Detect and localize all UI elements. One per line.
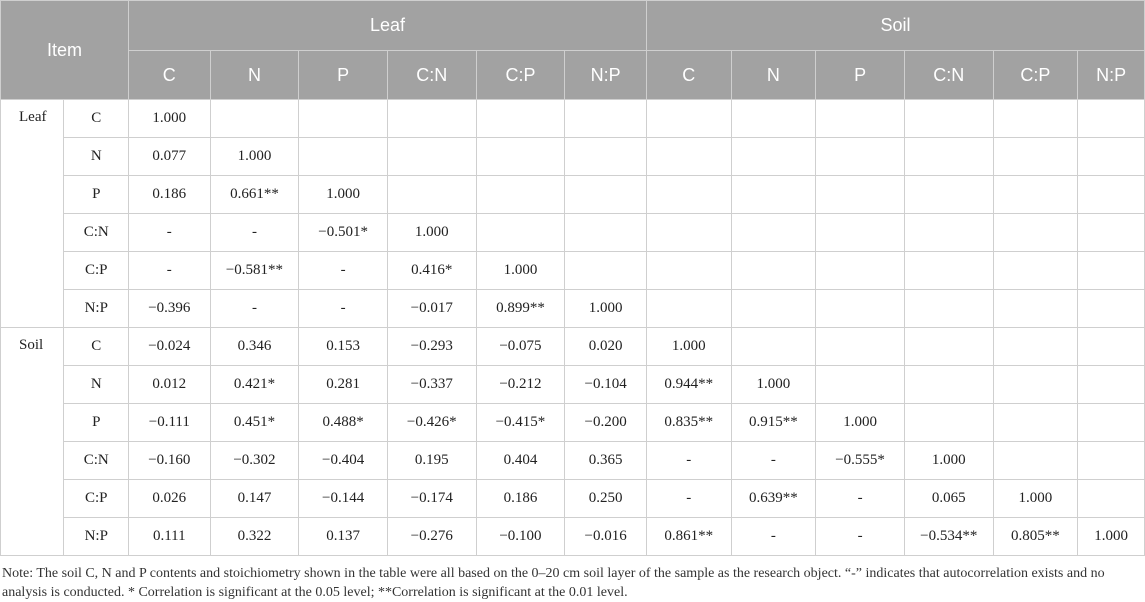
table-cell bbox=[476, 176, 565, 214]
table-cell: 0.451* bbox=[210, 404, 299, 442]
table-cell: - bbox=[210, 214, 299, 252]
table-cell bbox=[565, 176, 647, 214]
row-label: C bbox=[64, 100, 129, 138]
table-row bbox=[1, 442, 1145, 480]
column-header: N bbox=[731, 51, 816, 100]
table-cell: −0.174 bbox=[387, 480, 476, 518]
table-cell: −0.426* bbox=[387, 404, 476, 442]
table-cell bbox=[993, 176, 1078, 214]
table-cell bbox=[904, 404, 993, 442]
table-cell: 0.365 bbox=[565, 442, 647, 480]
table-body bbox=[1, 100, 1145, 556]
table-cell: −0.396 bbox=[128, 290, 210, 328]
column-header: C:P bbox=[993, 51, 1078, 100]
table-cell bbox=[1078, 366, 1145, 404]
row-label: C:P bbox=[64, 252, 129, 290]
table-row bbox=[1, 252, 1145, 290]
table-cell: −0.212 bbox=[476, 366, 565, 404]
table-cell: 1.000 bbox=[210, 138, 299, 176]
column-header: N bbox=[210, 51, 299, 100]
table-cell: −0.111 bbox=[128, 404, 210, 442]
table-cell bbox=[904, 290, 993, 328]
table-cell: 0.137 bbox=[299, 518, 388, 556]
row-label: N bbox=[64, 138, 129, 176]
column-header: P bbox=[299, 51, 388, 100]
column-header: P bbox=[816, 51, 905, 100]
table-cell bbox=[731, 290, 816, 328]
soil-group-header: Soil bbox=[646, 1, 1144, 51]
table-cell: 1.000 bbox=[816, 404, 905, 442]
table-cell bbox=[993, 442, 1078, 480]
table-cell bbox=[993, 252, 1078, 290]
column-header: N:P bbox=[1078, 51, 1145, 100]
row-label: C:N bbox=[64, 442, 129, 480]
table-cell bbox=[816, 176, 905, 214]
table-cell: −0.104 bbox=[565, 366, 647, 404]
table-cell bbox=[299, 100, 388, 138]
table-cell bbox=[993, 290, 1078, 328]
table-cell bbox=[1078, 328, 1145, 366]
table-cell bbox=[731, 252, 816, 290]
table-cell bbox=[904, 328, 993, 366]
table-cell: - bbox=[646, 442, 731, 480]
row-group-label: Leaf bbox=[1, 100, 64, 328]
table-cell: 0.020 bbox=[565, 328, 647, 366]
table-cell bbox=[387, 100, 476, 138]
table-cell bbox=[1078, 214, 1145, 252]
table-cell: 0.077 bbox=[128, 138, 210, 176]
table-cell bbox=[904, 138, 993, 176]
table-row bbox=[1, 366, 1145, 404]
table-cell: 0.012 bbox=[128, 366, 210, 404]
table-cell: −0.302 bbox=[210, 442, 299, 480]
table-cell: - bbox=[299, 252, 388, 290]
table-cell bbox=[993, 328, 1078, 366]
row-label: N:P bbox=[64, 290, 129, 328]
table-cell: 1.000 bbox=[904, 442, 993, 480]
table-cell: 0.281 bbox=[299, 366, 388, 404]
row-group-label: Soil bbox=[1, 328, 64, 556]
table-cell: −0.581** bbox=[210, 252, 299, 290]
table-cell: −0.501* bbox=[299, 214, 388, 252]
column-header: C:P bbox=[476, 51, 565, 100]
table-cell bbox=[731, 214, 816, 252]
table-row bbox=[1, 290, 1145, 328]
table-cell bbox=[731, 138, 816, 176]
table-cell: −0.160 bbox=[128, 442, 210, 480]
item-header: Item bbox=[1, 1, 129, 100]
table-cell: −0.404 bbox=[299, 442, 388, 480]
column-header: C:N bbox=[387, 51, 476, 100]
row-label: C:N bbox=[64, 214, 129, 252]
table-cell bbox=[904, 366, 993, 404]
table-cell: −0.534** bbox=[904, 518, 993, 556]
table-cell bbox=[565, 100, 647, 138]
table-cell: 1.000 bbox=[128, 100, 210, 138]
table-cell: 0.186 bbox=[128, 176, 210, 214]
table-cell: −0.100 bbox=[476, 518, 565, 556]
table-cell: - bbox=[816, 480, 905, 518]
table-cell bbox=[816, 138, 905, 176]
table-cell: 0.065 bbox=[904, 480, 993, 518]
table-cell bbox=[476, 214, 565, 252]
table-row bbox=[1, 518, 1145, 556]
table-cell bbox=[646, 214, 731, 252]
table-cell bbox=[387, 138, 476, 176]
table-cell: 1.000 bbox=[1078, 518, 1145, 556]
table-cell bbox=[993, 100, 1078, 138]
table-row bbox=[1, 138, 1145, 176]
table-cell: −0.017 bbox=[387, 290, 476, 328]
table-cell: 0.661** bbox=[210, 176, 299, 214]
table-cell bbox=[904, 252, 993, 290]
table-cell: - bbox=[299, 290, 388, 328]
table-cell: 0.346 bbox=[210, 328, 299, 366]
table-cell: −0.075 bbox=[476, 328, 565, 366]
table-cell bbox=[731, 176, 816, 214]
table-cell: 1.000 bbox=[299, 176, 388, 214]
table-cell: - bbox=[128, 214, 210, 252]
table-cell: 0.026 bbox=[128, 480, 210, 518]
table-cell: −0.276 bbox=[387, 518, 476, 556]
table-cell bbox=[646, 176, 731, 214]
table-cell bbox=[1078, 404, 1145, 442]
table-cell: 0.899** bbox=[476, 290, 565, 328]
table-row bbox=[1, 404, 1145, 442]
table-cell bbox=[646, 100, 731, 138]
table-cell bbox=[210, 100, 299, 138]
table-cell: - bbox=[210, 290, 299, 328]
table-cell: 0.416* bbox=[387, 252, 476, 290]
table-cell bbox=[565, 138, 647, 176]
table-cell bbox=[646, 252, 731, 290]
row-label: C bbox=[64, 328, 129, 366]
table-cell: 1.000 bbox=[565, 290, 647, 328]
table-cell bbox=[816, 290, 905, 328]
table-cell bbox=[1078, 480, 1145, 518]
column-header: C bbox=[128, 51, 210, 100]
table-cell: −0.293 bbox=[387, 328, 476, 366]
table-cell: 0.805** bbox=[993, 518, 1078, 556]
table-cell bbox=[299, 138, 388, 176]
table-cell bbox=[646, 290, 731, 328]
table-cell: - bbox=[731, 442, 816, 480]
table-cell bbox=[1078, 252, 1145, 290]
table-cell bbox=[816, 328, 905, 366]
table-cell: - bbox=[731, 518, 816, 556]
row-label: P bbox=[64, 176, 129, 214]
table-cell bbox=[904, 100, 993, 138]
table-cell bbox=[387, 176, 476, 214]
table-cell: 0.153 bbox=[299, 328, 388, 366]
table-cell: −0.337 bbox=[387, 366, 476, 404]
table-cell bbox=[476, 100, 565, 138]
table-cell bbox=[993, 366, 1078, 404]
leaf-group-header: Leaf bbox=[128, 1, 646, 51]
table-cell bbox=[1078, 290, 1145, 328]
table-row bbox=[1, 176, 1145, 214]
column-header: N:P bbox=[565, 51, 647, 100]
table-cell: 1.000 bbox=[993, 480, 1078, 518]
table-cell: 1.000 bbox=[387, 214, 476, 252]
table-cell: 1.000 bbox=[731, 366, 816, 404]
table-row bbox=[1, 214, 1145, 252]
table-row bbox=[1, 328, 1145, 366]
table-cell: 0.404 bbox=[476, 442, 565, 480]
table-cell bbox=[816, 366, 905, 404]
table-cell: 1.000 bbox=[646, 328, 731, 366]
table-cell: - bbox=[128, 252, 210, 290]
table-cell bbox=[1078, 100, 1145, 138]
table-cell: 0.111 bbox=[128, 518, 210, 556]
table-cell bbox=[816, 100, 905, 138]
table-cell: 0.147 bbox=[210, 480, 299, 518]
column-header: C bbox=[646, 51, 731, 100]
table-cell: 0.835** bbox=[646, 404, 731, 442]
table-row bbox=[1, 100, 1145, 138]
table-cell bbox=[731, 100, 816, 138]
table-cell: 0.639** bbox=[731, 480, 816, 518]
table-row bbox=[1, 480, 1145, 518]
table-cell bbox=[646, 138, 731, 176]
table-cell bbox=[1078, 138, 1145, 176]
row-label: N bbox=[64, 366, 129, 404]
table-cell: - bbox=[646, 480, 731, 518]
table-cell: 1.000 bbox=[476, 252, 565, 290]
table-note: Note: The soil C, N and P contents and stoichiometry shown in the table were all based on the 0–20 cm soil layer of the sample as the research object. “-” indicates that autocorrelation exists and no analysis is conducted. * Correlation is significant at the 0.05 level; **Correlation is significant at the 0.01 level. bbox=[2, 566, 1105, 600]
table-cell bbox=[993, 404, 1078, 442]
row-label: N:P bbox=[64, 518, 129, 556]
table-cell: 0.944** bbox=[646, 366, 731, 404]
table-cell: 0.915** bbox=[731, 404, 816, 442]
row-label: C:P bbox=[64, 480, 129, 518]
table-cell: −0.555* bbox=[816, 442, 905, 480]
table-cell: 0.488* bbox=[299, 404, 388, 442]
table-cell: 0.421* bbox=[210, 366, 299, 404]
table-cell bbox=[993, 214, 1078, 252]
table-cell bbox=[565, 214, 647, 252]
table-cell: −0.024 bbox=[128, 328, 210, 366]
table-cell: 0.195 bbox=[387, 442, 476, 480]
table-cell: 0.186 bbox=[476, 480, 565, 518]
table-cell bbox=[1078, 176, 1145, 214]
table-cell: - bbox=[816, 518, 905, 556]
table-cell bbox=[476, 138, 565, 176]
table-cell bbox=[565, 252, 647, 290]
table-cell: −0.200 bbox=[565, 404, 647, 442]
row-label: P bbox=[64, 404, 129, 442]
table-cell: −0.016 bbox=[565, 518, 647, 556]
table-cell bbox=[993, 138, 1078, 176]
table-cell: −0.144 bbox=[299, 480, 388, 518]
table-cell bbox=[904, 176, 993, 214]
table-cell: 0.861** bbox=[646, 518, 731, 556]
table-cell bbox=[731, 328, 816, 366]
table-cell: −0.415* bbox=[476, 404, 565, 442]
table-cell: 0.250 bbox=[565, 480, 647, 518]
table-cell: 0.322 bbox=[210, 518, 299, 556]
table-cell bbox=[904, 214, 993, 252]
table-cell bbox=[1078, 442, 1145, 480]
table-cell bbox=[816, 214, 905, 252]
column-header: C:N bbox=[904, 51, 993, 100]
table-cell bbox=[816, 252, 905, 290]
